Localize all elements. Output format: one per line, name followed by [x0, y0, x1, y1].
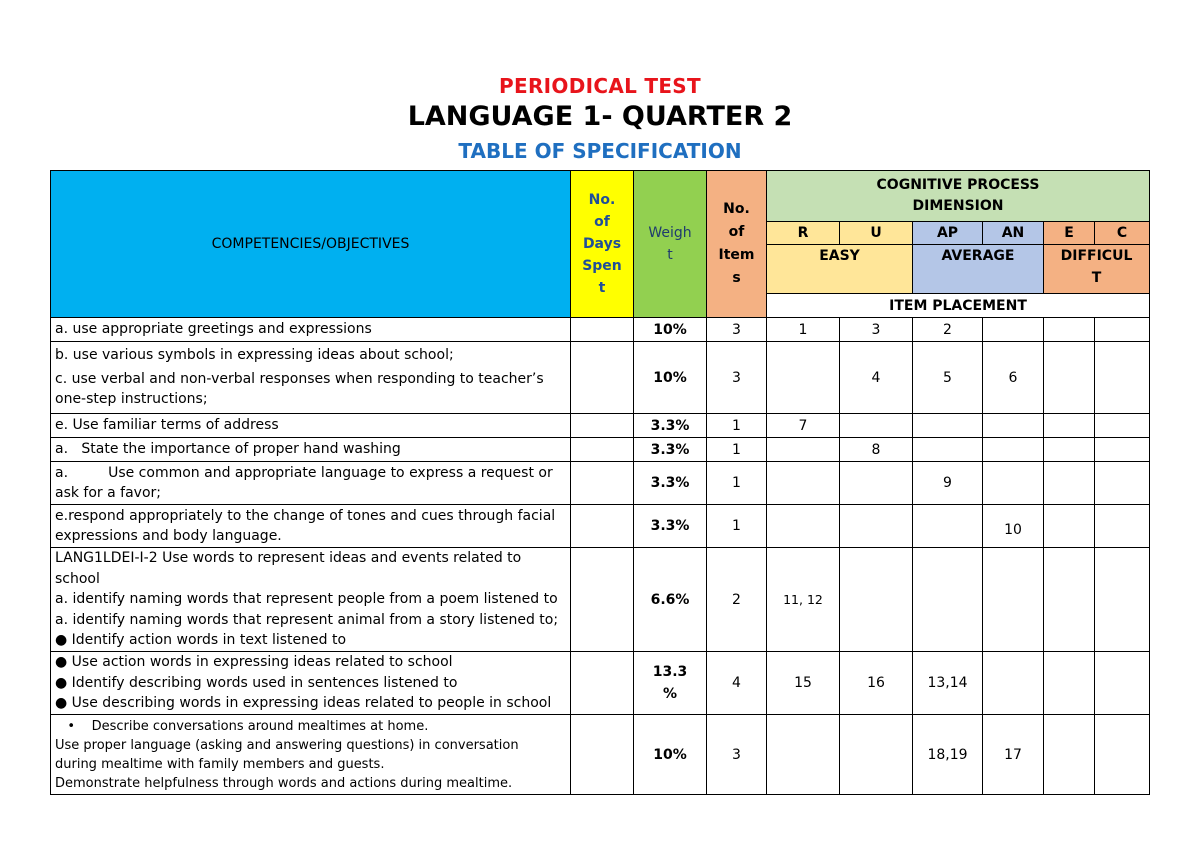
items-header-line: of	[728, 224, 745, 240]
ap-cell	[913, 438, 983, 462]
an-cell	[983, 318, 1044, 342]
days-header-line: No.	[588, 192, 616, 208]
ap-cell	[913, 548, 983, 652]
e-cell	[1044, 652, 1095, 715]
competency-cell	[51, 505, 571, 548]
c-cell	[1095, 505, 1150, 548]
weight-cell: 3.3%	[634, 438, 707, 462]
u-cell	[840, 505, 913, 548]
competency-line: a. State the importance of proper hand washing	[55, 441, 401, 458]
ap-cell: 2	[913, 318, 983, 342]
e-cell	[1044, 438, 1095, 462]
table-row	[51, 342, 1150, 414]
days-spent-header	[571, 171, 634, 318]
table-row	[51, 505, 1150, 548]
competency-line: • Describe conversations around mealtimes at home.	[55, 718, 429, 734]
days-cell	[571, 652, 634, 715]
u-cell: 16	[840, 652, 913, 715]
competency-line: ● Identify action words in text listened to	[55, 632, 347, 649]
weight-line: 13.3	[652, 664, 688, 680]
an-cell	[983, 652, 1044, 715]
difficult-group-header	[1044, 245, 1150, 294]
competency-line: a. use appropriate greetings and expressions	[55, 321, 372, 338]
language-quarter-title: LANGUAGE 1- QUARTER 2	[407, 101, 793, 132]
u-cell	[840, 715, 913, 795]
items-cell: 1	[707, 414, 767, 438]
c-cell	[1095, 318, 1150, 342]
level-ap-header: AP	[913, 222, 983, 245]
ap-cell: 18,19	[913, 715, 983, 795]
competency-line: ask for a favor;	[55, 485, 161, 501]
document-header	[0, 72, 1200, 166]
cognitive-header-line: DIMENSION	[912, 198, 1004, 214]
r-cell	[767, 462, 840, 505]
periodical-test-title: PERIODICAL TEST	[499, 74, 701, 98]
competency-cell	[51, 414, 571, 438]
items-cell: 3	[707, 318, 767, 342]
c-cell	[1095, 414, 1150, 438]
items-header-line: No.	[723, 201, 750, 217]
items-cell: 1	[707, 505, 767, 548]
c-cell	[1095, 715, 1150, 795]
difficult-header-line: DIFFICUL	[1060, 248, 1133, 264]
competency-cell	[51, 715, 571, 795]
u-cell: 4	[840, 342, 913, 414]
competency-cell	[51, 318, 571, 342]
days-cell	[571, 715, 634, 795]
e-cell	[1044, 715, 1095, 795]
table-row	[51, 548, 1150, 652]
days-cell	[571, 462, 634, 505]
competency-line: school	[55, 570, 100, 587]
days-header-line: Days	[582, 236, 622, 252]
days-header-line: t	[598, 280, 606, 296]
competencies-header: COMPETENCIES/OBJECTIVES	[51, 171, 571, 318]
u-cell	[840, 414, 913, 438]
an-cell	[983, 438, 1044, 462]
ap-cell	[913, 505, 983, 548]
items-header-line: s	[732, 270, 741, 286]
item-placement-header: ITEM PLACEMENT	[767, 294, 1150, 318]
an-cell	[983, 548, 1044, 652]
number-of-items-header	[707, 171, 767, 318]
table-row	[51, 318, 1150, 342]
c-cell	[1095, 652, 1150, 715]
competency-line: expressions and body language.	[55, 528, 282, 544]
r-cell	[767, 505, 840, 548]
weight-header-line: t	[667, 247, 673, 263]
r-cell	[767, 342, 840, 414]
competency-line: e.respond appropriately to the change of tones and cues through facial	[55, 507, 556, 524]
u-cell	[840, 548, 913, 652]
c-cell	[1095, 438, 1150, 462]
days-cell	[571, 438, 634, 462]
items-cell: 1	[707, 438, 767, 462]
weight-cell: 10%	[634, 342, 707, 414]
items-cell: 3	[707, 715, 767, 795]
specification-table	[50, 170, 1150, 795]
table-row	[51, 652, 1150, 715]
cognitive-header-line: COGNITIVE PROCESS	[876, 177, 1040, 193]
competency-line: ● Use describing words in expressing ideas related to people in school	[55, 695, 552, 712]
ap-cell: 5	[913, 342, 983, 414]
r-cell: 1	[767, 318, 840, 342]
weight-cell: 10%	[634, 715, 707, 795]
competency-cell	[51, 548, 571, 652]
days-cell	[571, 505, 634, 548]
competency-line: e. Use familiar terms of address	[55, 417, 279, 434]
u-cell: 3	[840, 318, 913, 342]
weight-cell: 3.3%	[634, 414, 707, 438]
items-cell: 2	[707, 548, 767, 652]
u-cell: 8	[840, 438, 913, 462]
competency-line: one-step instructions;	[55, 391, 208, 408]
e-cell	[1044, 462, 1095, 505]
an-cell: 6	[983, 342, 1044, 414]
r-cell: 11, 12	[767, 548, 840, 652]
competency-cell	[51, 652, 571, 715]
competency-cell	[51, 342, 571, 414]
days-cell	[571, 318, 634, 342]
ap-cell: 13,14	[913, 652, 983, 715]
weight-line: %	[662, 686, 678, 702]
items-cell: 3	[707, 342, 767, 414]
table-row	[51, 414, 1150, 438]
competency-cell	[51, 438, 571, 462]
c-cell	[1095, 342, 1150, 414]
r-cell	[767, 715, 840, 795]
level-u-header: U	[840, 222, 913, 245]
r-cell: 15	[767, 652, 840, 715]
e-cell	[1044, 414, 1095, 438]
an-cell	[983, 414, 1044, 438]
items-cell: 4	[707, 652, 767, 715]
ap-cell	[913, 414, 983, 438]
table-row	[51, 462, 1150, 505]
competency-line: a. identify naming words that represent people from a poem listened to	[55, 591, 558, 608]
easy-group-header: EASY	[767, 245, 913, 294]
days-header-line: Spen	[582, 258, 622, 274]
average-group-header: AVERAGE	[913, 245, 1044, 294]
competency-line: c. use verbal and non-verbal responses when responding to teacher’s	[55, 370, 544, 387]
days-cell	[571, 342, 634, 414]
table-row	[51, 438, 1150, 462]
competency-line: Demonstrate helpfulness through words and actions during mealtime.	[55, 775, 513, 791]
competency-line: ● Use action words in expressing ideas related to school	[55, 654, 453, 671]
c-cell	[1095, 462, 1150, 505]
table-row	[51, 715, 1150, 795]
competency-line: LANG1LDEI-I-2 Use words to represent ideas and events related to	[55, 550, 522, 567]
weight-cell	[634, 652, 707, 715]
e-cell	[1044, 505, 1095, 548]
competency-line: ● Identify describing words used in sentences listened to	[55, 674, 458, 691]
cognitive-process-header	[767, 171, 1150, 222]
level-r-header: R	[767, 222, 840, 245]
e-cell	[1044, 548, 1095, 652]
an-cell: 10	[983, 505, 1044, 548]
difficult-header-line: T	[1091, 270, 1102, 286]
days-header-line: of	[594, 214, 610, 230]
items-header-line: Item	[718, 247, 755, 263]
level-an-header: AN	[983, 222, 1044, 245]
competency-line: during mealtime with family members and guests.	[55, 756, 385, 772]
an-cell	[983, 462, 1044, 505]
competency-line: b. use various symbols in expressing ideas about school;	[55, 347, 454, 364]
competency-line: a. Use common and appropriate language to express a request or	[55, 464, 553, 481]
days-cell	[571, 414, 634, 438]
level-c-header: C	[1095, 222, 1150, 245]
weight-cell: 3.3%	[634, 462, 707, 505]
weight-header	[634, 171, 707, 318]
e-cell	[1044, 318, 1095, 342]
competency-line: a. identify naming words that represent animal from a story listened to;	[55, 611, 559, 628]
weight-cell: 10%	[634, 318, 707, 342]
level-e-header: E	[1044, 222, 1095, 245]
c-cell	[1095, 548, 1150, 652]
weight-cell: 3.3%	[634, 505, 707, 548]
days-cell	[571, 548, 634, 652]
items-cell: 1	[707, 462, 767, 505]
ap-cell: 9	[913, 462, 983, 505]
competency-cell	[51, 462, 571, 505]
u-cell	[840, 462, 913, 505]
r-cell: 7	[767, 414, 840, 438]
competency-line: Use proper language (asking and answering questions) in conversation	[55, 737, 519, 753]
table-of-specification-title: TABLE OF SPECIFICATION	[458, 139, 742, 163]
r-cell	[767, 438, 840, 462]
weight-cell: 6.6%	[634, 548, 707, 652]
weight-header-line: Weigh	[648, 225, 692, 241]
e-cell	[1044, 342, 1095, 414]
an-cell: 17	[983, 715, 1044, 795]
